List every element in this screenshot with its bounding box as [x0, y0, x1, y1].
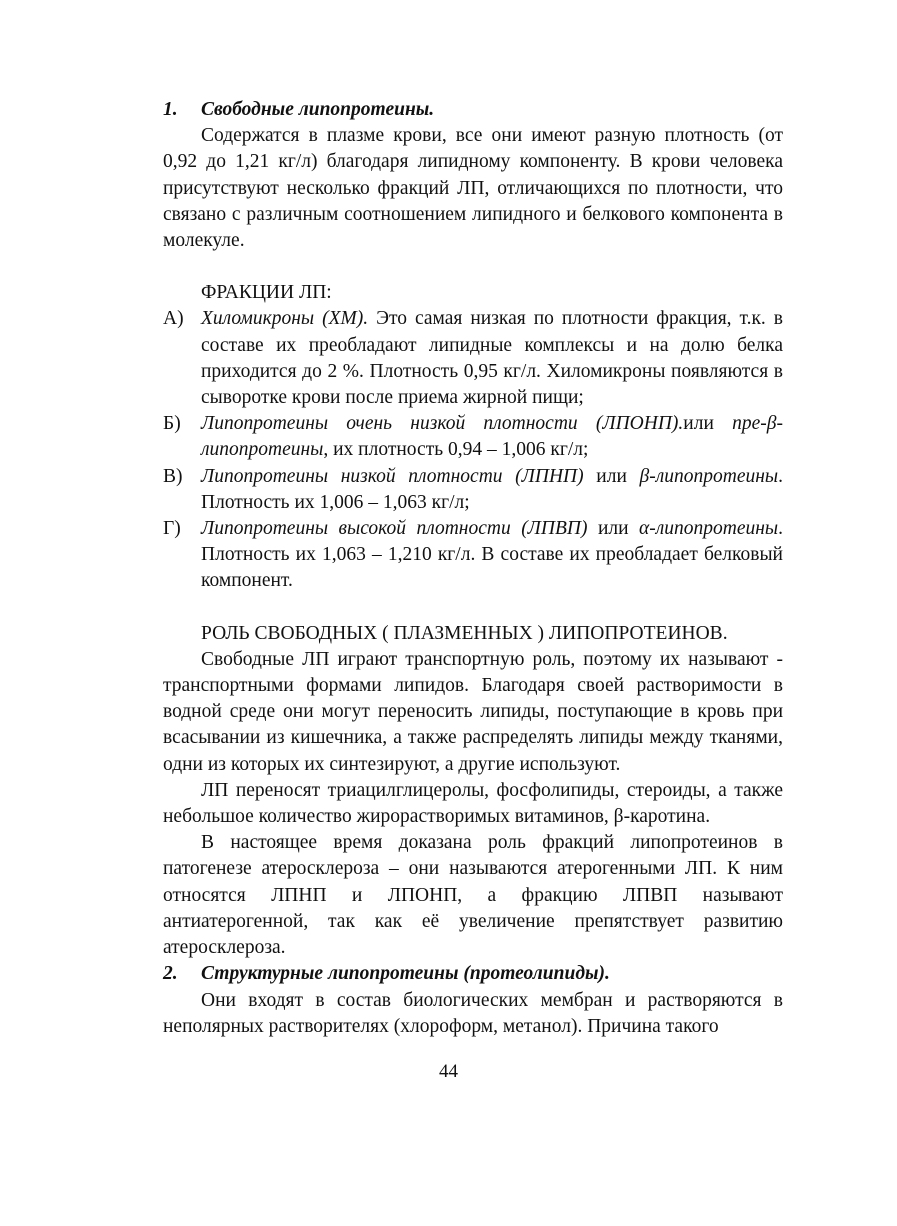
fraction-text: . Плотность их 1,063 – 1,210 кг/л. В составе их преобладает белковый компонент.	[201, 518, 783, 592]
fraction-connector: или	[587, 518, 640, 540]
fraction-text: , их плотность 0,94 – 1,006 кг/л;	[323, 439, 589, 461]
list-item	[163, 516, 783, 595]
fractions-heading: ФРАКЦИИ ЛП:	[201, 282, 332, 304]
page-number: 44	[439, 1061, 458, 1082]
fraction-alt-name: α-липопротеины	[639, 518, 779, 540]
fraction-text: Это самая низкая по плотности фракция, т.к. в составе их преобладают липидные комплексы и на долю белка приходится до 2 %. Плотность 0,95 кг/л. Хиломикроны появляются в сыворотке крови после приема жирной пищи;	[201, 308, 783, 409]
page-body	[163, 97, 783, 1040]
role-paragraph-3: В настоящее время доказана роль фракций липопротеинов в патогенезе атеросклероза – они называются атерогенными ЛП. К ним относятся ЛПНП и ЛПОНП, а фракцию ЛПВП называют антиатерогенной, так как её увеличение препятствует развитию атеросклероза.	[163, 832, 783, 959]
fractions-list	[163, 306, 783, 594]
role-paragraph-1: Свободные ЛП играют транспортную роль, поэтому их называют - транспортными формами липидов. Благодаря своей растворимости в водной среде они могут переносить липиды, поступающие в кровь при всасывании из кишечника, а также распределять липиды между тканями, одни из которых их синтезируют, а другие используют.	[163, 648, 783, 775]
section2-heading	[163, 961, 783, 987]
fraction-name: Липопротеины очень низкой плотности (ЛПОНП).	[201, 413, 684, 435]
role-heading: РОЛЬ СВОБОДНЫХ ( ПЛАЗМЕННЫХ ) ЛИПОПРОТЕИНОВ.	[201, 622, 728, 644]
list-marker: А)	[163, 308, 184, 330]
fraction-connector: или	[583, 465, 640, 487]
list-marker: Г)	[163, 518, 181, 540]
fraction-name: Липопротеины низкой плотности (ЛПНП)	[201, 465, 584, 487]
list-marker: В)	[163, 465, 183, 487]
fraction-name: Хиломикроны (ХМ).	[201, 308, 369, 330]
section2-number: 2.	[163, 963, 178, 985]
section1-paragraph: Содержатся в плазме крови, все они имеют разную плотность (от 0,92 до 1,21 кг/л) благодаря липидному компоненту. В крови человека присутствуют несколько фракций ЛП, отличающихся по плотности, что связано с различным соотношением липидного и белкового компонента в молекуле.	[163, 125, 783, 252]
list-item	[163, 411, 783, 463]
fraction-alt-name: β-липопротеины	[639, 465, 779, 487]
list-item	[163, 464, 783, 516]
role-paragraph-2: ЛП переносят триацилглицеролы, фосфолипиды, стероиды, а также небольшое количество жирорастворимых витаминов, β-каротина.	[163, 779, 783, 828]
section1-number: 1.	[163, 99, 178, 120]
list-marker: Б)	[163, 413, 181, 435]
section1-title: Свободные липопротеины.	[201, 99, 435, 120]
fraction-text: . Плотность их 1,006 – 1,063 кг/л;	[201, 465, 783, 513]
section1-heading	[163, 97, 783, 123]
section2-title: Структурные липопротеины (протеолипиды).	[201, 963, 610, 985]
fraction-alt-name: пре-β-липопротеины	[201, 413, 783, 461]
fraction-connector: или	[683, 413, 733, 435]
fraction-name: Липопротеины высокой плотности (ЛПВП)	[201, 518, 588, 540]
list-item	[163, 306, 783, 411]
section2-paragraph: Они входят в состав биологических мембран и растворяются в неполярных растворителях (хлороформ, метанол). Причина такого	[163, 989, 783, 1037]
